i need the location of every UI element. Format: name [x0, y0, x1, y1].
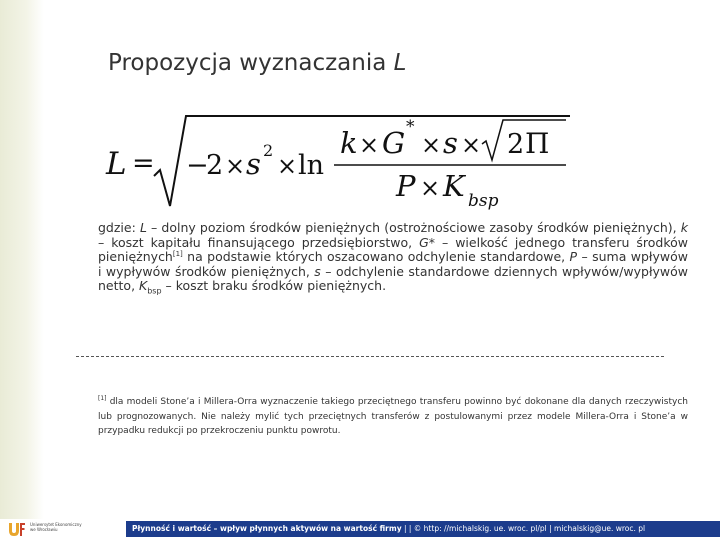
- formula-two: 2: [206, 150, 224, 181]
- formula-svg: [100, 110, 600, 220]
- formula-description: [98, 221, 688, 294]
- slide-title: [108, 50, 406, 76]
- slide-title-variable: L: [393, 50, 407, 76]
- footer-links[interactable]: | | © http: //michalskig. ue. wroc. pl/pl | michalskig@ue. wroc. pl: [401, 524, 646, 533]
- formula-equals: =: [132, 148, 155, 179]
- desc-text: gdzie:: [98, 220, 140, 235]
- formula-times-5: ×: [461, 131, 482, 159]
- desc-text: – dolny poziom środków pieniężnych (ostrożnościowe zasoby środków pieniężnych),: [146, 220, 681, 235]
- university-logo: [8, 520, 82, 538]
- desc-text: – suma wpływów i wypływów środków pieniężnych,: [98, 249, 688, 279]
- desc-var-s: s: [314, 263, 321, 279]
- formula-star: *: [406, 117, 415, 137]
- formula-ln: ln: [298, 150, 325, 181]
- formula-K: K: [443, 169, 465, 203]
- desc-text: na podstawie których oszacowano odchylenie standardowe,: [182, 249, 570, 264]
- formula-k: k: [340, 126, 358, 160]
- footnote: [98, 395, 688, 439]
- footnote-ref: [1]: [98, 395, 107, 402]
- desc-var-k: k: [680, 220, 688, 235]
- desc-text: – koszt kapitału finansującego przedsiębiorstwo,: [98, 234, 420, 250]
- formula-times-3: ×: [359, 131, 380, 159]
- footnote-text: dla modeli Stone’a i Millera-Orra wyznaczenie takiego przeciętnego transferu powinno być dokonane dla danych rzeczywistych lub prognozowanych. Nie należy mylić tych przeciętnych transferów z postulowanymi przez modele Millera-Orra i Stone’a w przypadku redukcji po przekroczeniu punktu powrotu.: [98, 397, 688, 436]
- formula-times-1: ×: [225, 152, 246, 180]
- formula-s-numerator: s: [443, 126, 458, 160]
- formula: [100, 110, 600, 220]
- formula-pi: Π: [525, 127, 550, 160]
- desc-var-P: P: [569, 249, 578, 264]
- formula-times-2: ×: [277, 152, 298, 180]
- formula-numerator-two: 2: [507, 129, 525, 160]
- formula-P: P: [396, 169, 416, 203]
- university-logo-icon: [8, 521, 26, 537]
- footnote-divider: [76, 356, 664, 357]
- university-logo-text: Uniwersytet Ekonomiczny we Wrocławiu: [30, 522, 82, 532]
- desc-text: – wielkość jednego transferu środków pieniężnych: [98, 234, 688, 264]
- desc-footnote-ref[interactable]: [1]: [172, 249, 183, 258]
- desc-var-G: G*: [419, 234, 436, 250]
- footer-strip: [126, 521, 720, 537]
- slide-title-text: Propozycja wyznaczania: [108, 50, 394, 76]
- formula-minus: −: [186, 150, 209, 181]
- formula-squared: 2: [263, 141, 274, 160]
- formula-times-4: ×: [421, 131, 442, 159]
- desc-text: – odchylenie standardowe dziennych wpływów/wypływów netto,: [98, 263, 688, 293]
- desc-var-L: L: [139, 220, 147, 235]
- formula-lhs: L: [106, 146, 127, 182]
- formula-G: G: [382, 126, 406, 160]
- desc-subscript-bsp: bsp: [147, 286, 162, 296]
- slide-left-decoration: [0, 0, 44, 520]
- desc-var-K: K: [139, 278, 148, 293]
- footer-title: Płynność i wartość – wpływ płynnych aktywów na wartość firmy: [132, 524, 402, 533]
- formula-bsp: bsp: [468, 191, 499, 211]
- formula-s: s: [246, 147, 261, 181]
- desc-text: – koszt braku środków pieniężnych.: [161, 278, 387, 293]
- formula-times-6: ×: [420, 174, 441, 202]
